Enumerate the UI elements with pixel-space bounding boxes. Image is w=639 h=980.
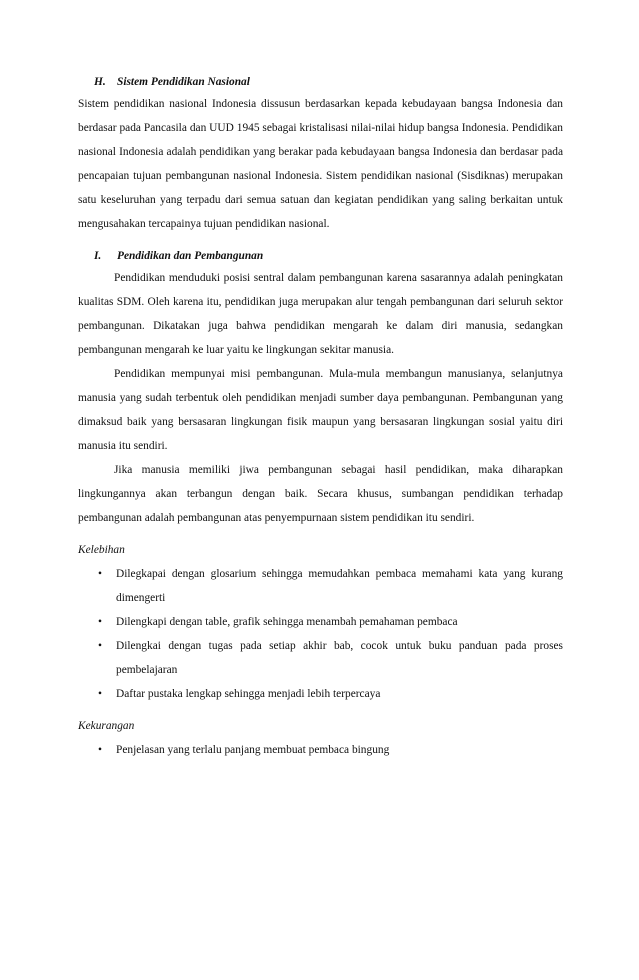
- bullet-icon: •: [98, 744, 102, 756]
- list-item: [78, 634, 563, 682]
- list-item: [78, 610, 563, 634]
- section-number: H.: [94, 76, 106, 88]
- kekurangan-list: [78, 738, 563, 762]
- kelebihan-list: [78, 562, 563, 706]
- bullet-icon: •: [98, 568, 102, 580]
- bullet-icon: •: [98, 640, 102, 652]
- section-heading-i: [78, 246, 563, 266]
- kelebihan-heading: Kelebihan: [78, 544, 125, 556]
- document-page: [78, 72, 563, 762]
- list-item-text: Daftar pustaka lengkap sehingga menjadi lebih terpercaya: [116, 688, 381, 700]
- kekurangan-heading: Kekurangan: [78, 720, 135, 732]
- list-item-text: Dilengkapi dengan table, grafik sehingga menambah pemahaman pembaca: [116, 616, 458, 628]
- list-item: [78, 682, 563, 706]
- paragraph: Jika manusia memiliki jiwa pembangunan sebagai hasil pendidikan, maka diharapkan lingkungannya akan terbangun dengan baik. Secara khusus, sumbangan pendidikan terhadap pembangunan adalah pembangunan atas penyempurnaan sistem pendidikan itu sendiri.: [78, 464, 563, 524]
- paragraph: Pendidikan mempunyai misi pembangunan. Mula-mula membangun manusianya, selanjutnya manusia yang sudah terbentuk oleh pendidikan menjadi sumber daya pembangunan. Pembangunan yang dimaksud baik yang bersasaran lingkungan fisik maupun yang bersasaran lingkungan sosial yaitu diri manusia itu sendiri.: [78, 368, 563, 452]
- list-item: [78, 562, 563, 610]
- list-item-text: Penjelasan yang terlalu panjang membuat pembaca bingung: [116, 744, 390, 756]
- paragraph: Pendidikan menduduki posisi sentral dalam pembangunan karena sasarannya adalah peningkatan kualitas SDM. Oleh karena itu, pendidikan juga merupakan alur tengah pembangunan dari seluruh sektor pembangunan. Dikatakan juga bahwa pendidikan mengarah ke dalam diri manusia, sedangkan pembangunan mengarah ke luar yaitu ke lingkungan sekitar manusia.: [78, 272, 563, 356]
- list-item-text: Dilengkai dengan tugas pada setiap akhir bab, cocok untuk buku panduan pada proses pembelajaran: [116, 640, 563, 676]
- bullet-icon: •: [98, 616, 102, 628]
- section-title: Sistem Pendidikan Nasional: [117, 76, 250, 88]
- paragraph: Sistem pendidikan nasional Indonesia dissusun berdasarkan kepada kebudayaan bangsa Indonesia dan berdasar pada Pancasila dan UUD 1945 sebagai kristalisasi nilai-nilai hidup bangsa Indonesia. Pendidikan nasional Indonesia adalah pendidikan yang berakar pada kebudayaan bangsa Indonesia dan berdasar pada pencapaian tujuan pembangunan nasional Indonesia. Sistem pendidikan nasional (Sisdiknas) merupakan satu keseluruhan yang terpadu dari semua satuan dan kegiatan pendidikan yang saling berkaitan untuk mengusahakan tercapainya tujuan pendidikan nasional.: [78, 98, 563, 230]
- list-item-text: Dilegkapai dengan glosarium sehingga memudahkan pembaca memahami kata yang kurang dimengerti: [116, 568, 563, 604]
- section-heading-h: [78, 72, 563, 92]
- bullet-icon: •: [98, 688, 102, 700]
- list-item: [78, 738, 563, 762]
- section-number: I.: [94, 250, 102, 262]
- section-title: Pendidikan dan Pembangunan: [117, 250, 264, 262]
